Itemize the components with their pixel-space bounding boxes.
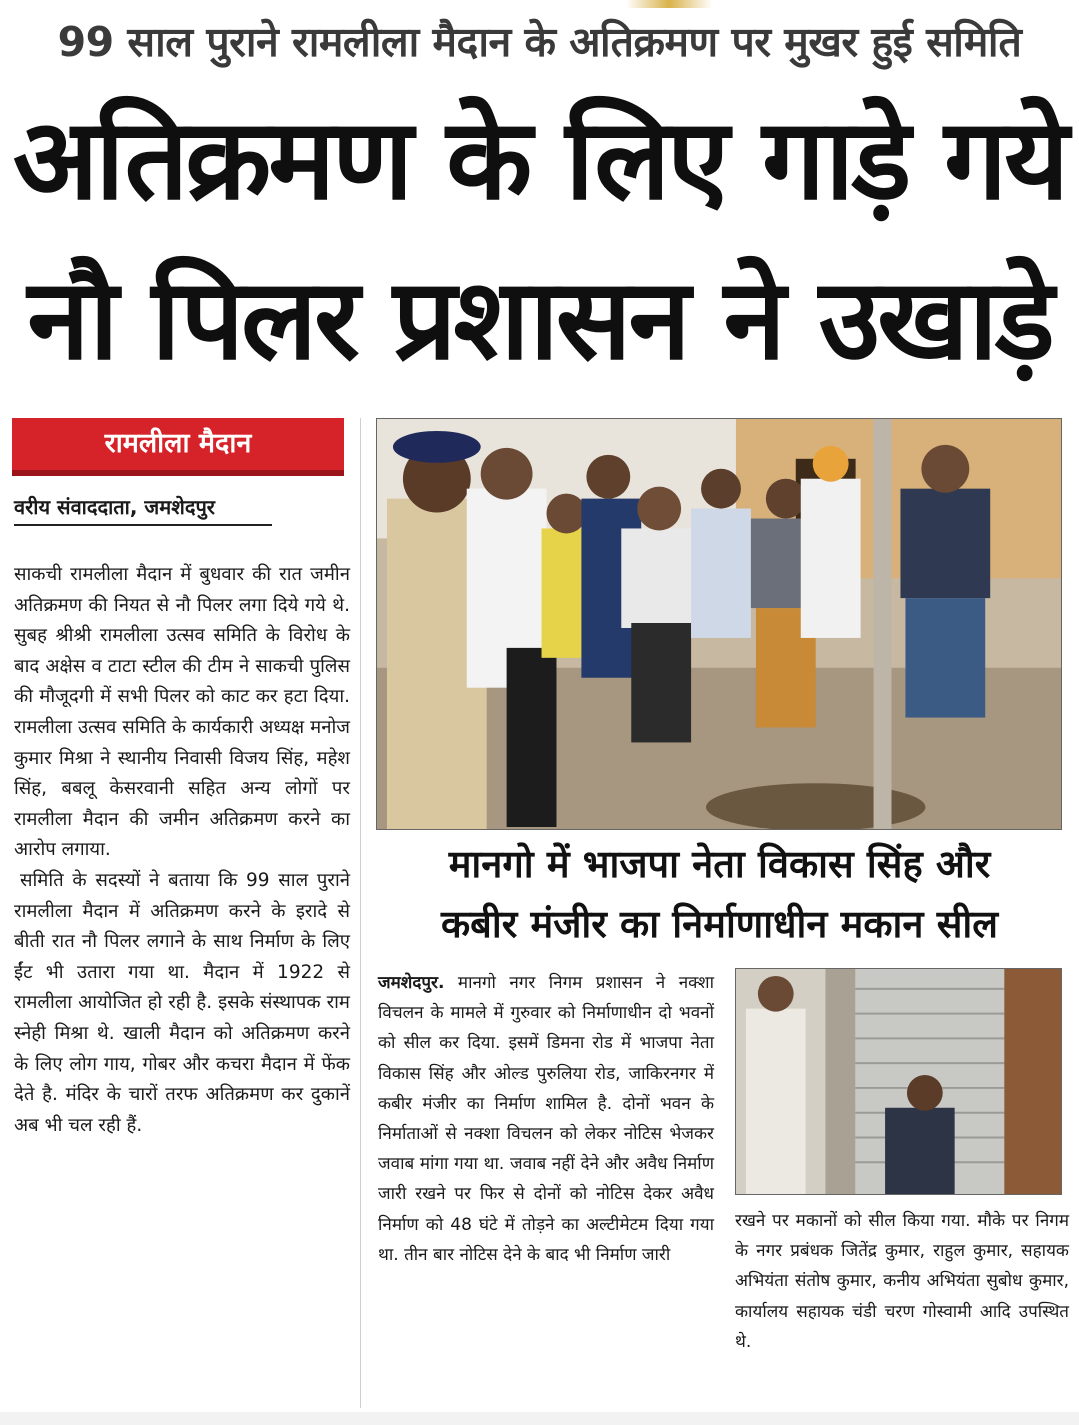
second-headline-line-1: मानगो में भाजपा नेता विकास सिंह और: [448, 842, 991, 886]
news-photo-sealing: [735, 968, 1062, 1195]
main-headline-line-1: अतिक्रमण के लिए गाड़े गये: [12, 95, 1067, 225]
top-image-strip: [0, 0, 1079, 8]
article-paragraph: साकची रामलीला मैदान में बुधवार की रात जमीन अतिक्रमण की नियत से नौ पिलर लगा दिये गये थे. सुबह श्रीश्री रामलीला उत्सव समिति के विरोध के बाद अक्षेस व टाटा स्टील की टीम ने साकची पुलिस की मौजूदगी में सभी पिलर को काट कर हटा दिया. रामलीला उत्सव समिति के कार्यकारी अध्यक्ष मनोज कुमार मिश्रा ने स्थानीय निवासी विजय सिंह, महेश सिंह, बबलू केसरवानी सहित अन्य लोगों पर रामलीला मैदान की जमीन अतिक्रमण करने का आरोप लगाया.: [14, 564, 350, 861]
second-headline-line-2: कबीर मंजीर का निर्माणाधीन मकान सील: [441, 902, 998, 946]
page-bottom-margin: [0, 1412, 1079, 1425]
article-paragraph: समिति के सदस्यों ने बताया कि 99 साल पुराने रामलीला मैदान में अतिक्रमण करने के इरादे से बीती रात नौ पिलर लगाने के साथ निर्माण के लिए ईंट भी उतारा गया था. मैदान में 1922 से रामलीला आयोजित हो रही है. इसके संस्थापक राम स्नेही मिश्रा थे. खाली मैदान को अतिक्रमण करने के लिए लोग गाय, गोबर और कचरा मैदान में फेंक देते है. मंदिर के चारों तरफ अतिक्रमण कर दुकानें अब भी चल रही हैं.: [14, 869, 350, 1136]
dateline: जमशेदपुर.: [378, 973, 445, 993]
second-article-column-2: रखने पर मकानों को सील किया गया. मौके पर निगम के नगर प्रबंधक जितेंद्र कुमार, राहुल कुमार, सहायक अभियंता संतोष कुमार, कनीय अभियंता सुबोध कुमार, कार्यालय सहायक चंडी चरण गोस्वामी आदि उपस्थित थे.: [735, 1211, 1069, 1352]
byline: वरीय संवाददाता, जमशेदपुर: [14, 495, 215, 519]
main-headline-line-2: नौ पिलर प्रशासन ने उखाड़े: [27, 255, 1052, 385]
section-tag: रामलीला मैदान: [12, 418, 344, 476]
kicker-headline: 99 साल पुराने रामलीला मैदान के अतिक्रमण पर मुखर हुई समिति: [57, 18, 1022, 66]
article-text: मानगो नगर निगम प्रशासन ने नक्शा विचलन के मामले में गुरुवार को निर्माणाधीन दो भवनों को सील कर दिया. इसमें डिमना रोड में भाजपा नेता विकास सिंह और ओल्ड पुरुलिया रोड, जाकिरनगर में कबीर मंजीर का निर्माण शामिल है. दोनों भवन के निर्माताओं से नक्शा विचलन को लेकर नोटिस भेजकर जवाब मांगा गया था. जवाब नहीं देने और अवैध निर्माण जारी रखने पर फिर से दोनों को नोटिस देकर अवैध निर्माण को 48 घंटे में तोड़ने का अल्टीमेटम दिया गया था. तीन बार नोटिस देने के बाद भी निर्माण जारी: [378, 973, 715, 1265]
byline-underline: [14, 524, 272, 526]
second-article-column-1: [378, 968, 714, 1408]
left-article-body: [14, 560, 350, 1410]
news-photo-ramlila-ground: [376, 418, 1062, 830]
